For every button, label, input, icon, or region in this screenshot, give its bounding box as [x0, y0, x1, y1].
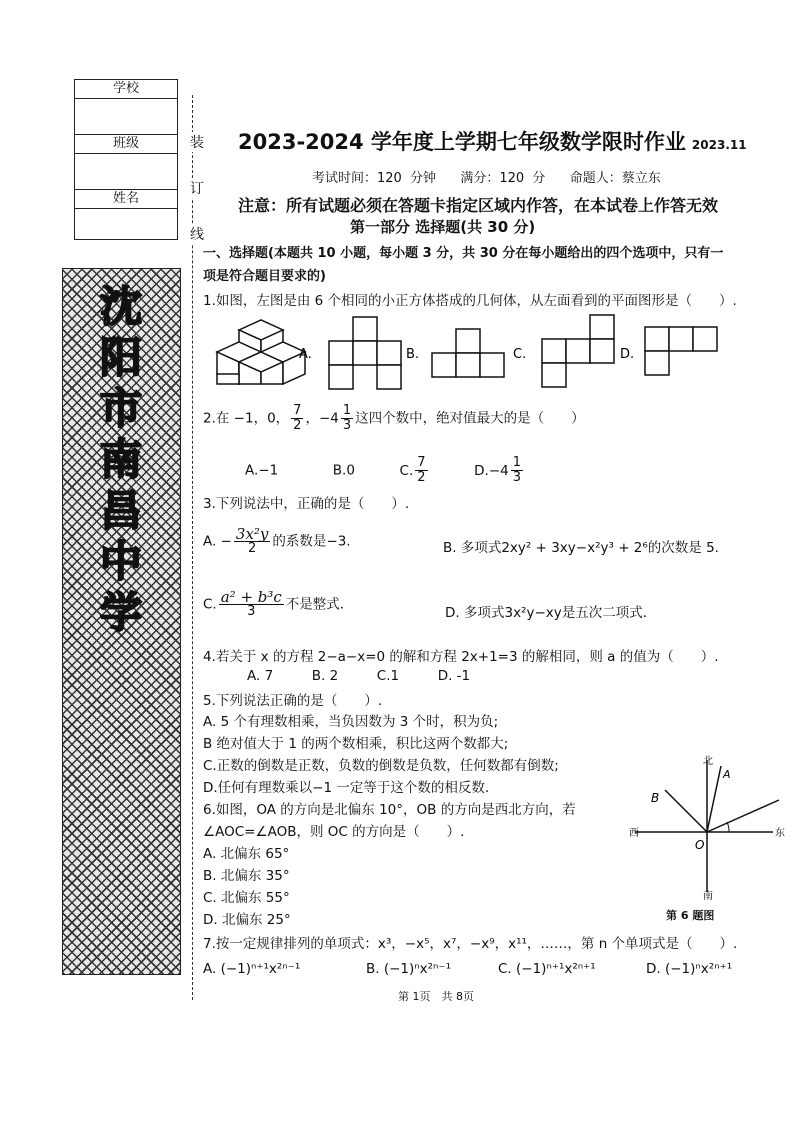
- binding-char-3: 线: [190, 224, 204, 244]
- q4-option-b[interactable]: B. 2: [311, 668, 339, 684]
- name-label: 姓名: [75, 190, 177, 209]
- q6-direction-figure: [625, 752, 790, 902]
- class-field[interactable]: [75, 154, 177, 190]
- q6-option-d[interactable]: D. 北偏东 25°: [203, 912, 291, 928]
- section-heading-1: 一、选择题(本题共 10 小题，每小题 3 分，共 30 分在每小题给出的四个选项中，只有一: [203, 246, 724, 261]
- east-label: 东: [775, 828, 785, 839]
- q6-option-c[interactable]: C. 北偏东 55°: [203, 890, 290, 906]
- stamp-text: 沈 阳 市 南 昌 中 学: [99, 282, 142, 637]
- q4-options: [247, 668, 470, 684]
- q3-option-d[interactable]: D. 多项式3x²y−xy是五次二项式．: [445, 605, 657, 621]
- school-stamp: [62, 268, 181, 975]
- solid-figure: [217, 320, 305, 384]
- q2-fraction-2: $\frac{1}{3}$: [342, 403, 352, 433]
- q4-stem: 4.若关于 x 的方程 2−a−x=0 的解和方程 2x+1=3 的解相同，则 a 的值为（ ）.: [203, 649, 719, 665]
- q1-option-a-figure: [329, 317, 401, 389]
- q5-option-a[interactable]: A. 5 个有理数相乘，当负因数为 3 个时，积为负;: [203, 714, 499, 730]
- ray-ob: [665, 790, 707, 832]
- q6-option-a[interactable]: A. 北偏东 65°: [203, 846, 290, 862]
- class-label: 班级: [75, 135, 177, 154]
- q1-option-b-label: B.: [406, 347, 420, 362]
- q5-stem: 5.下列说法正确的是（ ）.: [203, 693, 383, 709]
- binding-char-1: 装: [190, 132, 204, 152]
- point-a-label: A: [723, 768, 731, 781]
- q5-option-d[interactable]: D.任何有理数乘以−1 一定等于这个数的相反数.: [203, 780, 490, 796]
- exam-time: 考试时间：120 分钟: [312, 171, 436, 186]
- q7-option-c[interactable]: C. (−1)ⁿ⁺¹x²ⁿ⁺¹: [498, 961, 596, 977]
- q2-option-b[interactable]: B.0: [332, 462, 355, 479]
- q2-fraction-1: $\frac{7}{2}$: [293, 403, 302, 433]
- school-field[interactable]: [75, 99, 177, 135]
- part-title: 第一部分 选择题(共 30 分): [350, 218, 536, 236]
- q2-stem: 2.在 −1，0， $\frac{7}{2}$ ，−4 $\frac{1}{3}$ 这四个数中，绝对值最大的是（ ）: [203, 403, 585, 433]
- student-info-box: [74, 79, 178, 240]
- q5-option-b[interactable]: B 绝对值大于 1 的两个数相乘，积比这两个数都大;: [203, 736, 509, 752]
- q6-option-b[interactable]: B. 北偏东 35°: [203, 868, 290, 884]
- q1-option-c-figure: [542, 315, 614, 387]
- q3-option-b[interactable]: B. 多项式2xy² + 3xy−x²y³ + 2⁶的次数是 5.: [443, 540, 719, 556]
- ray-oa: [707, 766, 721, 832]
- q2-option-d[interactable]: D.−4 $\frac{1}{3}$: [474, 455, 522, 485]
- page-footer: 第 1页 共 8页: [398, 990, 474, 1003]
- q7-option-d[interactable]: D. (−1)ⁿx²ⁿ⁺¹: [646, 961, 733, 977]
- q1-option-a-label: A.: [299, 347, 312, 362]
- full-score: 满分：120 分: [460, 171, 546, 186]
- exam-info: [312, 167, 661, 186]
- q1-option-d-label: D.: [620, 347, 635, 362]
- q7-stem: 7.按一定规律排列的单项式：x³，−x⁵，x⁷，−x⁹，x¹¹，……，第 n 个单项式是（ ）.: [203, 936, 738, 952]
- q3-option-a[interactable]: A. − $\frac{\text{3x²y}}{2}$ 的系数是−3.: [203, 525, 351, 556]
- binding-char-2: 订: [190, 178, 204, 198]
- q1-option-b-figure: [432, 329, 504, 377]
- name-field[interactable]: [75, 209, 177, 239]
- west-label: 西: [629, 828, 639, 839]
- q2-option-c[interactable]: C. $\frac{7}{2}$: [399, 455, 426, 485]
- q6-figure-caption: 第 6 题图: [666, 909, 715, 922]
- q4-option-c[interactable]: C.1: [376, 668, 400, 684]
- north-label: 北: [703, 756, 713, 767]
- q4-option-a[interactable]: A. 7: [247, 668, 274, 684]
- q1-stem: 1.如图，左图是由 6 个相同的小正方体搭成的几何体，从左面看到的平面图形是（ ）.: [203, 293, 737, 309]
- page-title: 2023-2024 学年度上学期七年级数学限时作业 2023.11: [238, 130, 747, 154]
- q3-stem: 3.下列说法中，正确的是（ ）.: [203, 496, 410, 512]
- q1-figures: [203, 312, 793, 394]
- south-label: 南: [703, 891, 713, 902]
- ray-oc: [707, 800, 779, 832]
- q3-option-c[interactable]: C. $\frac{\text{a² + b³c}}{3}$ 不是整式．: [203, 588, 354, 619]
- q2-option-a[interactable]: A.−1: [245, 462, 279, 479]
- q2-options: [245, 456, 525, 485]
- q1-option-d-figure: [645, 327, 717, 375]
- school-label: 学校: [75, 80, 177, 99]
- exam-date: 2023.11: [691, 138, 747, 152]
- q5-option-c[interactable]: C.正数的倒数是正数，负数的倒数是负数，任何数都有倒数;: [203, 758, 559, 774]
- q6-stem-line-1: 6.如图，OA 的方向是北偏东 10°，OB 的方向是西北方向，若: [203, 802, 576, 818]
- notice: 注意：所有试题必须在答题卡指定区域内作答，在本试卷上作答无效: [238, 196, 719, 215]
- q7-option-b[interactable]: B. (−1)ⁿx²ⁿ⁻¹: [366, 961, 451, 977]
- q1-option-c-label: C.: [513, 347, 527, 362]
- author: 命题人：蔡立东: [569, 171, 661, 186]
- q7-option-a[interactable]: A. (−1)ⁿ⁺¹x²ⁿ⁻¹: [203, 961, 301, 977]
- section-heading-2: 项是符合题目要求的): [203, 269, 326, 284]
- point-o-label: O: [695, 838, 705, 852]
- point-b-label: B: [651, 791, 660, 805]
- q6-stem-line-2: ∠AOC=∠AOB，则 OC 的方向是（ ）.: [203, 824, 465, 840]
- q4-option-d[interactable]: D. -1: [437, 668, 471, 684]
